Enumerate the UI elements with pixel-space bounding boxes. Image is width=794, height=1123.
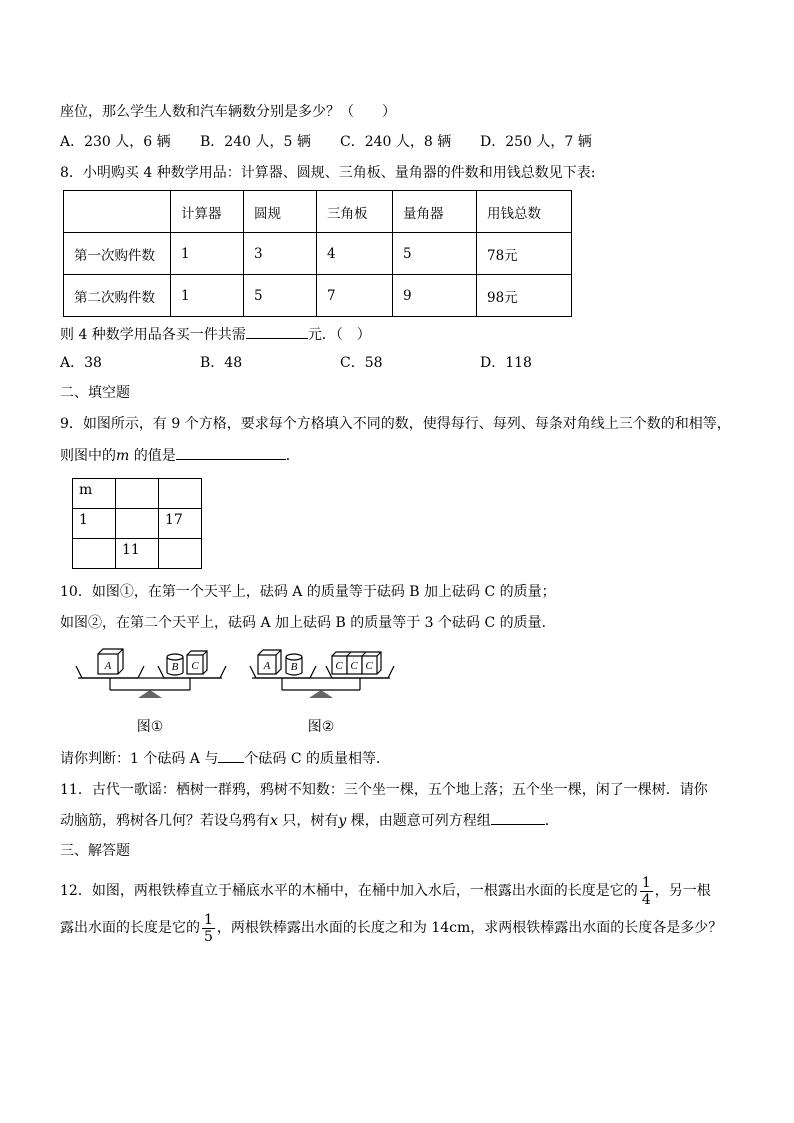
- balance-figure-1: [72, 640, 230, 740]
- q8-table: [63, 190, 572, 317]
- q8-option-d: D．118: [480, 355, 532, 371]
- q7-option-d: D．250 人，7 辆: [480, 134, 592, 150]
- q12-text-d: ，两根铁棒露出水面的长度之和为 14cm，求两根铁棒露出水面的长度各是多少？: [216, 920, 723, 936]
- weight-b: [167, 654, 183, 660]
- weight-b: [286, 654, 302, 660]
- var-y: y: [338, 813, 347, 829]
- grid-cell: 17: [159, 509, 202, 539]
- table-cell: 量角器: [393, 191, 477, 233]
- q11-text: 动脑筋，鸦树各几何？若设乌鸦有: [60, 813, 270, 829]
- table-cell: 5: [393, 233, 477, 275]
- table-row: [64, 233, 572, 275]
- q8-ask-text: 则 4 种数学用品各买一件共需: [60, 327, 246, 343]
- answer-blank: [491, 810, 545, 825]
- table-cell: 用钱总数: [477, 191, 572, 233]
- fraction-one-fifth: [202, 912, 215, 945]
- weight-a-label: A: [263, 660, 271, 672]
- fraction-numerator: 1: [204, 911, 213, 928]
- grid-cell: 1: [73, 509, 116, 539]
- q12-line1: [60, 872, 711, 910]
- weight-b-label: B: [171, 661, 179, 673]
- table-row: [73, 479, 202, 509]
- q8-stem: 8．小明购买 4 种数学用品：计算器、圆规、三角板、量角器的件数和用钱总数见下表:: [60, 165, 596, 181]
- grid-cell: [116, 509, 159, 539]
- q8-ask-tail: 元．（ ）: [307, 327, 371, 343]
- fraction-denominator: 5: [204, 928, 213, 945]
- table-cell: 圆规: [244, 191, 317, 233]
- q8-options: [60, 353, 760, 373]
- table-cell: 计算器: [171, 191, 244, 233]
- weight-c-label: C: [350, 660, 358, 672]
- q11-text-c: 棵，由题意可列方程组: [346, 813, 491, 829]
- q10-ask-text: 请你判断：1 个砝码 A 与: [60, 751, 219, 767]
- q7-option-b: B．240 人，5 辆: [200, 134, 311, 150]
- q7-option-c: C．240 人，8 辆: [340, 134, 452, 150]
- q10-ask-tail: 个砝码 C 的质量相等．: [244, 751, 390, 767]
- q11-text-b: 只，树有: [277, 813, 339, 829]
- table-cell: 第一次购件数: [64, 233, 171, 275]
- q7-options: [60, 132, 760, 152]
- q9-text-b: 的值是: [129, 448, 176, 464]
- table-cell: 5: [244, 275, 317, 317]
- table-row: [73, 509, 202, 539]
- table-cell: 7: [317, 275, 393, 317]
- table-row: [64, 191, 572, 233]
- table-cell: 1: [171, 275, 244, 317]
- section-heading-solve: 三、解答题: [60, 843, 130, 859]
- q10-line2: 如图②，在第二个天平上，砝码 A 加上砝码 B 的质量等于 3 个砝码 C 的质量．: [60, 615, 556, 631]
- q7-option-a: A．230 人，6 辆: [60, 134, 171, 150]
- figure-1-caption: 图①: [136, 719, 164, 735]
- grid-cell: 11: [116, 539, 159, 569]
- q11-text-d: ．: [544, 813, 559, 829]
- q10-line1: 10．如图①，在第一个天平上，砝码 A 的质量等于砝码 B 加上砝码 C 的质量；: [60, 584, 556, 600]
- table-cell: 第二次购件数: [64, 275, 171, 317]
- q9-text: 则图中的: [60, 448, 116, 464]
- q7-stem: 座位，那么学生人数和汽车辆数分别是多少？（ ）: [60, 104, 396, 120]
- table-cell: [64, 191, 171, 233]
- q8-ask: [60, 324, 371, 345]
- q12-text-c: 露出水面的长度是它的: [60, 920, 200, 936]
- weight-a-label: A: [104, 660, 112, 672]
- grid-cell: m: [73, 479, 116, 509]
- q8-option-c: C．58: [340, 355, 383, 371]
- table-cell: 三角板: [317, 191, 393, 233]
- table-cell: 3: [244, 233, 317, 275]
- table-cell: 9: [393, 275, 477, 317]
- q12-text-b: ，另一根: [654, 883, 711, 899]
- q8-option-b: B．48: [200, 355, 243, 371]
- grid-cell: [159, 479, 202, 509]
- grid-cell: [73, 539, 116, 569]
- q11-line1: 11．古代一歌谣：栖树一群鸦，鸦树不知数：三个坐一棵，五个地上落；五个坐一棵，闲了一棵树．请你: [60, 782, 708, 798]
- q11-line2: [60, 810, 559, 831]
- q10-ask: [60, 748, 390, 769]
- answer-blank: [176, 445, 286, 460]
- table-cell: 4: [317, 233, 393, 275]
- weight-c-label: C: [365, 660, 373, 672]
- var-m: m: [116, 448, 130, 464]
- table-row: [73, 539, 202, 569]
- table-row: [64, 275, 572, 317]
- balance-figure-2: [246, 640, 396, 740]
- section-heading-fill-in: 二、填空题: [60, 385, 130, 401]
- magic-square-grid: [72, 478, 202, 569]
- grid-cell: [116, 479, 159, 509]
- fraction-one-quarter: [640, 875, 653, 908]
- var-x: x: [270, 813, 278, 829]
- q12-line2: [60, 909, 722, 947]
- fraction-numerator: 1: [641, 874, 651, 891]
- q8-option-a: A．38: [60, 355, 102, 371]
- grid-cell: [159, 539, 202, 569]
- answer-blank: [246, 324, 308, 339]
- weight-c-label: C: [335, 660, 343, 672]
- weight-b-label: B: [290, 661, 298, 673]
- q9-line1: 9．如图所示，有 9 个方格，要求每个方格填入不同的数，使得每行、每列、每条对角线上三个数的和相等，: [60, 416, 731, 432]
- fraction-denominator: 4: [641, 891, 651, 908]
- q9-line2: [60, 445, 300, 466]
- answer-blank: [218, 748, 244, 763]
- weight-c-label: C: [191, 660, 199, 672]
- q9-text-c: ．: [285, 448, 300, 464]
- table-cell: 1: [171, 233, 244, 275]
- q12-text: 12．如图，两根铁棒直立于桶底水平的木桶中，在桶中加入水后，一根露出水面的长度是它的: [60, 883, 638, 899]
- table-cell: 78元: [477, 233, 572, 275]
- figure-2-caption: 图②: [307, 719, 335, 735]
- table-cell: 98元: [477, 275, 572, 317]
